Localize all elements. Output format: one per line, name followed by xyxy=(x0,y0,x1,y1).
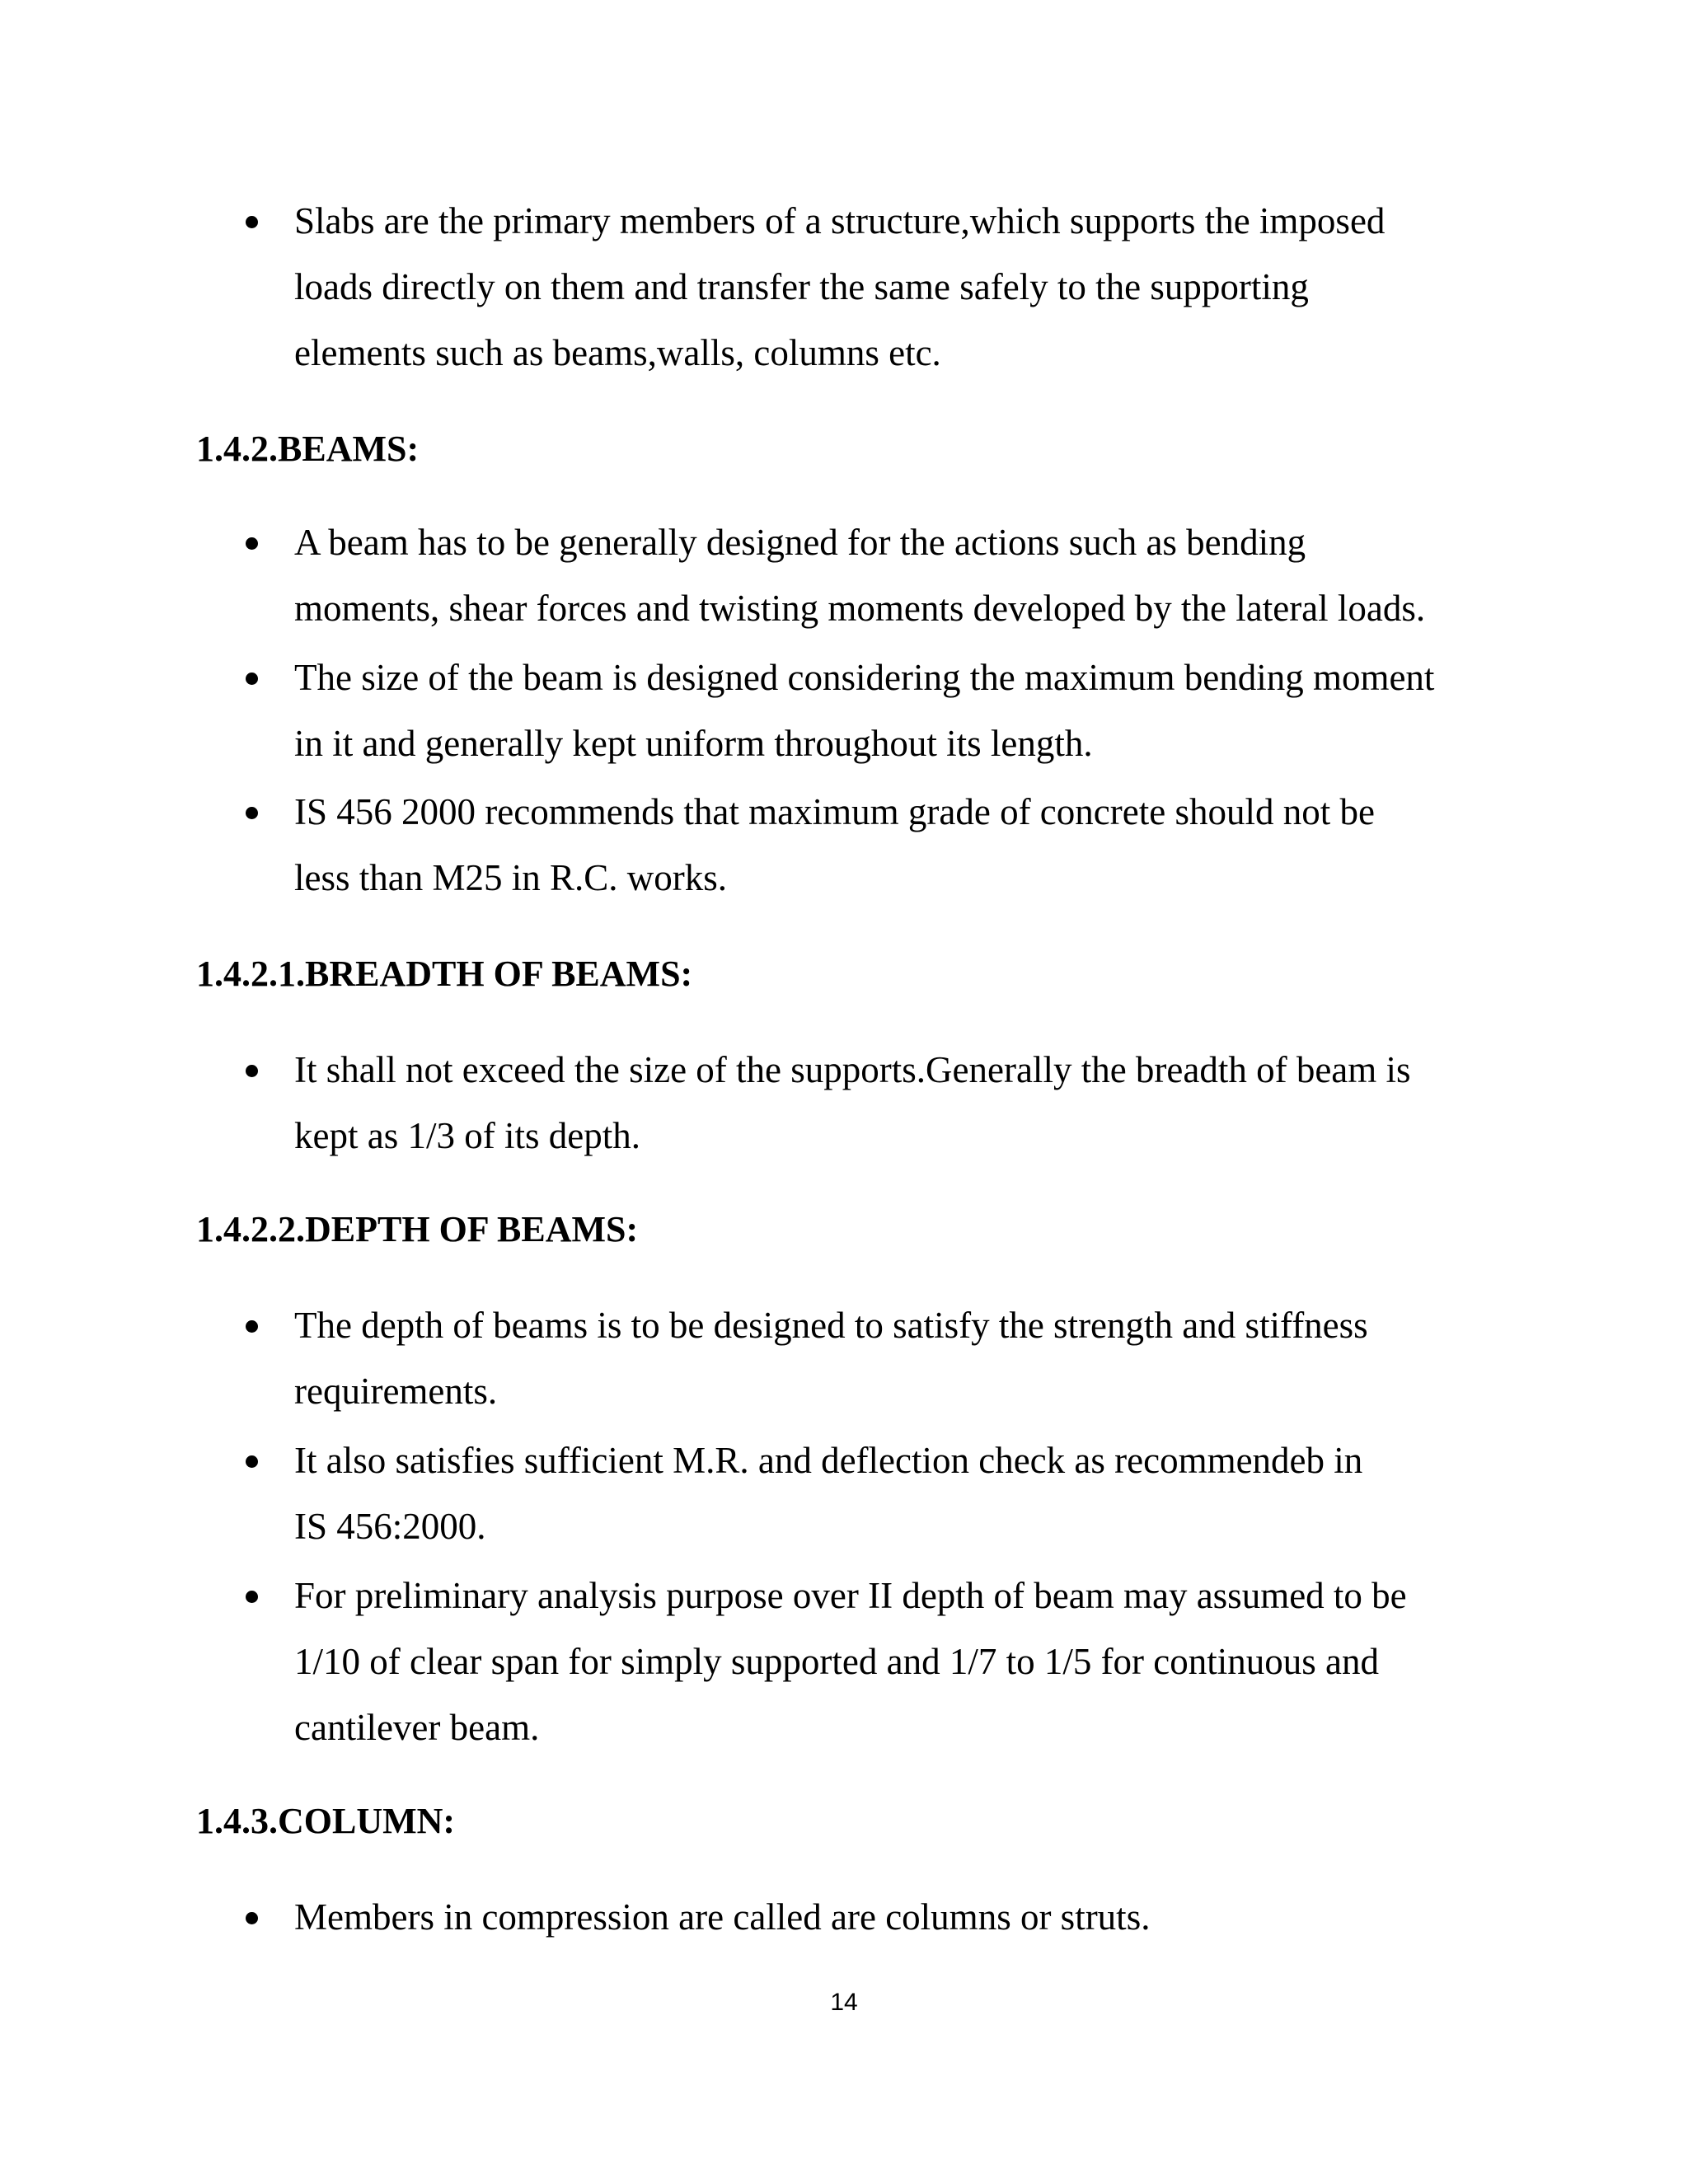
beams-bullet-2-line-1: The size of the beam is designed considering the maximum bending moment xyxy=(294,657,1435,698)
bullet-icon xyxy=(246,1912,258,1924)
bullet-icon xyxy=(246,1320,258,1333)
intro-bullet-1-line-2: loads directly on them and transfer the same safely to the supporting xyxy=(294,266,1309,307)
depth-bullet-2-line-1: It also satisfies sufficient M.R. and deflection check as recommendeb in xyxy=(294,1440,1363,1481)
column-bullet-1-line-1: Members in compression are called are columns or struts. xyxy=(294,1896,1151,1938)
beams-bullet-3-line-2: less than M25 in R.C. works. xyxy=(294,857,728,898)
bullet-icon xyxy=(246,216,258,228)
section-heading-breadth-of-beams: 1.4.2.1.BREADTH OF BEAMS: xyxy=(196,954,693,994)
page-number: 14 xyxy=(830,1989,858,2016)
bullet-icon xyxy=(246,1065,258,1077)
bullet-icon xyxy=(246,673,258,685)
bullet-icon xyxy=(246,1455,258,1468)
intro-bullet-1-line-1: Slabs are the primary members of a structure,which supports the imposed xyxy=(294,200,1386,241)
beams-bullet-3-line-1: IS 456 2000 recommends that maximum grade of concrete should not be xyxy=(294,791,1375,832)
section-heading-depth-of-beams: 1.4.2.2.DEPTH OF BEAMS: xyxy=(196,1209,639,1249)
beams-bullet-2-line-2: in it and generally kept uniform throughout its length. xyxy=(294,723,1093,764)
beams-bullet-1-line-2: moments, shear forces and twisting moments developed by the lateral loads. xyxy=(294,588,1426,629)
depth-bullet-1-line-1: The depth of beams is to be designed to satisfy the strength and stiffness xyxy=(294,1305,1368,1346)
breadth-bullet-1-line-2: kept as 1/3 of its depth. xyxy=(294,1115,640,1156)
depth-bullet-3-line-1: For preliminary analysis purpose over II depth of beam may assumed to be xyxy=(294,1575,1407,1616)
beams-bullet-1-line-1: A beam has to be generally designed for the actions such as bending xyxy=(294,522,1306,563)
depth-bullet-1-line-2: requirements. xyxy=(294,1371,498,1412)
depth-bullet-3-line-3: cantilever beam. xyxy=(294,1707,540,1748)
section-heading-column: 1.4.3.COLUMN: xyxy=(196,1801,456,1841)
breadth-bullet-1-line-1: It shall not exceed the size of the supports.Generally the breadth of beam is xyxy=(294,1049,1411,1090)
section-heading-beams: 1.4.2.BEAMS: xyxy=(196,429,420,469)
depth-bullet-2-line-2: IS 456:2000. xyxy=(294,1506,486,1547)
depth-bullet-3-line-2: 1/10 of clear span for simply supported and 1/7 to 1/5 for continuous and xyxy=(294,1641,1380,1682)
bullet-icon xyxy=(246,537,258,550)
bullet-icon xyxy=(246,1591,258,1603)
bullet-icon xyxy=(246,807,258,819)
intro-bullet-1-line-3: elements such as beams,walls, columns etc. xyxy=(294,332,941,373)
